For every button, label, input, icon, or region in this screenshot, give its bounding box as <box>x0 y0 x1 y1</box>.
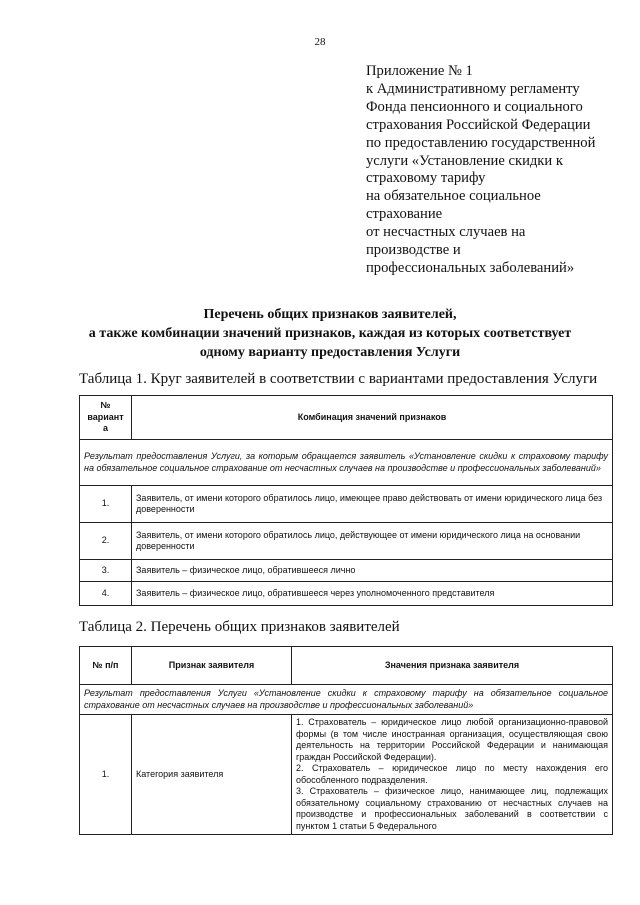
value-item: 1. Страхователь – юридическое лицо любой организационно-правовой формы (в том числе иностранная организация, осуществляющая свою деятельность на территории Российской Федерации и нанимающая граждан Российской Федерации). <box>296 717 608 762</box>
row-number: 3. <box>80 560 132 582</box>
header-row-number: № п/п <box>80 647 132 685</box>
table2-applicant-features <box>79 646 613 835</box>
appendix-line: страхования Российской Федерации <box>366 116 591 133</box>
value-item: 3. Страхователь – физическое лицо, нанимающее лиц, подлежащих обязательному социальному страхованию от несчастных случаев на производстве и профессиональных заболеваний в соответствии с пунктом 1 статьи 5 Федерального <box>296 786 608 831</box>
table-header-row <box>80 396 613 440</box>
table2-caption: Таблица 2. Перечень общих признаков заявителей <box>79 619 400 635</box>
table-row <box>80 715 613 835</box>
result-description: Результат предоставления Услуги, за которым обращается заявитель «Установление скидки к страховому тарифу на обязательное социальное страхование от несчастных случаев на производстве и профессиональных заболеваний» <box>80 440 613 486</box>
row-text: Заявитель, от имени которого обратилось лицо, имеющее право действовать от имени юридического лица без доверенности <box>132 486 613 523</box>
appendix-line: к Административному регламенту <box>366 80 580 97</box>
appendix-line: профессиональных заболеваний» <box>366 259 575 276</box>
appendix-block <box>366 63 611 278</box>
row-number: 1. <box>80 486 132 523</box>
title-line: а также комбинации значений признаков, каждая из которых соответствует <box>88 326 572 341</box>
appendix-line: на обязательное социальное <box>366 188 541 205</box>
appendix-line: по предоставлению государственной <box>366 134 596 151</box>
row-values <box>292 715 613 835</box>
title-line: Перечень общих признаков заявителей, <box>203 307 457 322</box>
appendix-line: производстве и <box>366 242 461 259</box>
table-result-row <box>80 685 613 715</box>
appendix-line: Приложение № 1 <box>366 63 473 79</box>
row-number: 1. <box>80 715 132 835</box>
table-row <box>80 582 613 606</box>
table-row <box>80 523 613 560</box>
table-result-row <box>80 440 613 486</box>
appendix-line: услуги «Установление скидки к <box>366 152 563 169</box>
table-header-row <box>80 647 613 685</box>
appendix-line: страховому тарифу <box>366 170 486 187</box>
row-feature: Категория заявителя <box>132 715 292 835</box>
title-line: одному варианту предоставления Услуги <box>199 345 461 360</box>
header-values: Значения признака заявителя <box>292 647 613 685</box>
header-combination: Комбинация значений признаков <box>132 396 613 440</box>
result-description: Результат предоставления Услуги «Установление скидки к страховому тарифу на обязательное социальное страхование от несчастных случаев на производстве и профессиональных заболеваний» <box>80 685 613 715</box>
row-text: Заявитель – физическое лицо, обратившееся лично <box>132 560 613 582</box>
table-row <box>80 560 613 582</box>
appendix-line: Фонда пенсионного и социального <box>366 98 583 115</box>
row-text: Заявитель, от имени которого обратилось лицо, действующее от имени юридического лица на основании доверенности <box>132 523 613 560</box>
appendix-line: страхование <box>366 206 443 223</box>
page-number: 28 <box>314 36 326 48</box>
header-feature: Признак заявителя <box>132 647 292 685</box>
table1-applicants <box>79 395 613 606</box>
row-text: Заявитель – физическое лицо, обратившееся через уполномоченного представителя <box>132 582 613 606</box>
document-title <box>60 305 600 362</box>
appendix-line: от несчастных случаев на <box>366 224 526 241</box>
value-item: 2. Страхователь – юридическое лицо по месту нахождения его обособленного подразделения. <box>296 763 608 785</box>
table-row <box>80 486 613 523</box>
table1-caption: Таблица 1. Круг заявителей в соответствии с вариантами предоставления Услуги <box>79 371 598 387</box>
header-variant-number: № вариант а <box>80 396 132 440</box>
row-number: 4. <box>80 582 132 606</box>
row-number: 2. <box>80 523 132 560</box>
